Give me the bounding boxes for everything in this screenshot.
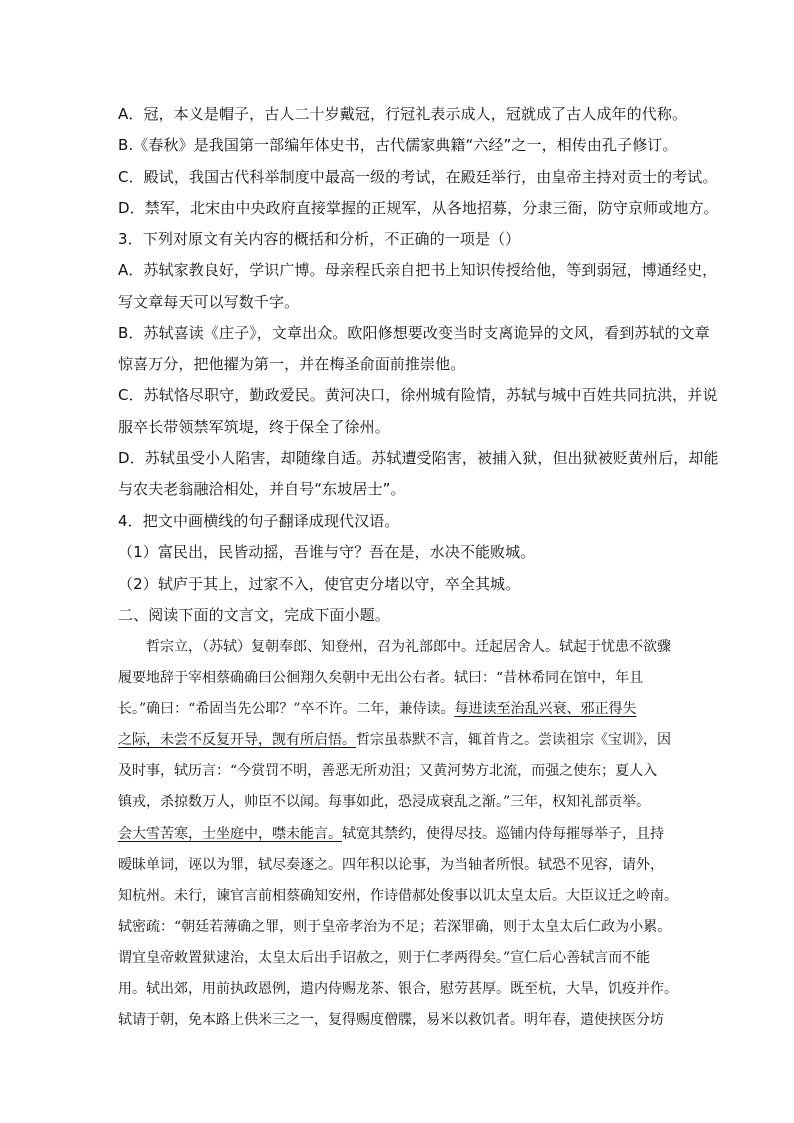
passage-line-5: 及时事，轼历言：“今赏罚不明，善恶无所劝沮；又黄河势方北流，而强之使东；夏人入 (118, 763, 658, 780)
passage-line-13: 轼请于朝，免本路上供米三之一，复得赐度僧牒，易米以救饥者。明年春，遣使挟医分坊 (118, 1012, 664, 1029)
section-2 (118, 600, 678, 631)
passage-line-12: 用。轼出郊，用前执政恩例，遣内侍赐龙茶、银合，慰劳甚厚。既至杭，大旱，饥疫并作。 (118, 981, 678, 998)
q3-option-a-line1: A．苏轼家教良好，学识广博。母亲程氏亲自把书上知识传授给他，等到弱冠，博通经史， (118, 261, 718, 280)
passage-line-2: 履要地辞于宰相蔡确确曰公徊翔久矣朝中无出公右者。轼曰：“昔林希同在馆中，年且 (118, 670, 644, 687)
underlined-sentence-1a: 每进读至治乱兴衰、邪正得失 (454, 701, 637, 718)
question-4-stem: 4．把文中画横线的句子翻译成现代汉语。 (118, 512, 400, 530)
q3-option-c-line1: C．苏轼恪尽职守，勤政爱民。黄河决口，徐州城有险情，苏轼与城中百姓共同抗洪，并说 (118, 386, 718, 405)
passage-line-4: 之际，未尝不反复开导，觊有所启悟。哲宗虽恭默不言，辄首肯之。尝读祖宗《宝训》，因 (118, 732, 671, 749)
passage-line-8: 暧昧单词，诬以为罪，轼尽奏逐之。四年积以论事，为当轴者所恨。轼恐不见容，请外， (118, 856, 664, 873)
passage-line-9: 知杭州。未行，谏官言前相蔡确知安州，作诗借郝处俊事以讥太皇太后。大臣议迁之岭南。 (118, 887, 678, 904)
q3-option-a-line2: 写文章每天可以写数千字。 (118, 292, 300, 311)
passage-line-7: 会大雪苦寒，士坐庭中，噤未能言。轼宽其禁约，使得尽技。巡铺内侍每摧辱举子，且持 (118, 825, 664, 842)
underlined-sentence-2: 会大雪苦寒，士坐庭中，噤未能言。 (118, 825, 342, 842)
q3-option-c-line2: 服卒长带领禁军筑堤，终于保全了徐州。 (118, 417, 390, 436)
option-b: B.《春秋》是我国第一部编年体史书，古代儒家典籍“六经”之一，相传由孔子修订。 (118, 136, 678, 155)
underlined-sentence-1b: 之际，未尝不反复开导，觊有所启悟。 (118, 732, 356, 749)
section-2-title: 二、阅读下面的文言文，完成下面小题。 (118, 606, 390, 624)
passage-line-3: 长。”确曰：“希固当先公耶？”卒不许。二年，兼侍读。每进读至治乱兴衰、邪正得失 (118, 701, 637, 718)
option-c: C．殿试，我国古代科举制度中最高一级的考试，在殿廷举行，由皇帝主持对贡士的考试。 (118, 167, 718, 186)
q4-item-2: （2）轼庐于其上，过家不入，使官吏分堵以守，卒全其城。 (118, 574, 521, 593)
q3-option-b-line2: 惊喜万分，把他擢为第一，并在梅圣俞面前推崇他。 (118, 355, 466, 374)
passage-line-6: 镇戎，杀掠数万人，帅臣不以闻。每事如此，恐浸成衰乱之渐。”三年，权知礼部贡举。 (118, 794, 651, 811)
passage-line-10: 轼密疏：“朝廷若薄确之罪，则于皇帝孝治为不足；若深罪确，则于太皇太后仁政为小累。 (118, 918, 672, 935)
q3-option-d-line1: D．苏轼虽受小人陷害，却随缘自适。苏轼遭受陷害，被捕入狱，但出狱被贬黄州后，却能 (118, 449, 719, 468)
q4-item-1: （1）富民出，民皆动摇，吾谁与守？吾在是，水决不能败城。 (118, 543, 536, 562)
classical-passage (118, 632, 678, 1036)
q3-option-d-line2: 与农夫老翁融洽相处，并自号“东坡居士”。 (118, 480, 406, 499)
question-3-stem: 3．下列对原文有关内容的概括和分析，不正确的一项是（） (118, 230, 521, 248)
passage-line-11: 谓宜皇帝敕置狱逮治，太皇太后出手诏赦之，则于仁孝两得矣。”宣仁后心善轼言而不能 (118, 949, 651, 966)
q3-option-b-line1: B．苏轼喜读《庄子》，文章出众。欧阳修想要改变当时支离诡异的文风，看到苏轼的文章 (118, 323, 710, 342)
question-2-options (118, 99, 719, 224)
passage-line-1: 哲宗立，（苏轼）复朝奉郎、知登州，召为礼部郎中。迁起居舍人。轼起于忧患不欲骤 (146, 639, 671, 655)
option-a: A．冠，本义是帽子，古人二十岁戴冠，行冠礼表示成人，冠就成了古人成年的代称。 (118, 105, 688, 123)
question-4 (118, 506, 678, 600)
option-d: D．禁军，北宋由中央政府直接掌握的正规军，从各地招募，分隶三衙，防守京师或地方。 (118, 198, 719, 217)
question-3 (118, 224, 719, 506)
